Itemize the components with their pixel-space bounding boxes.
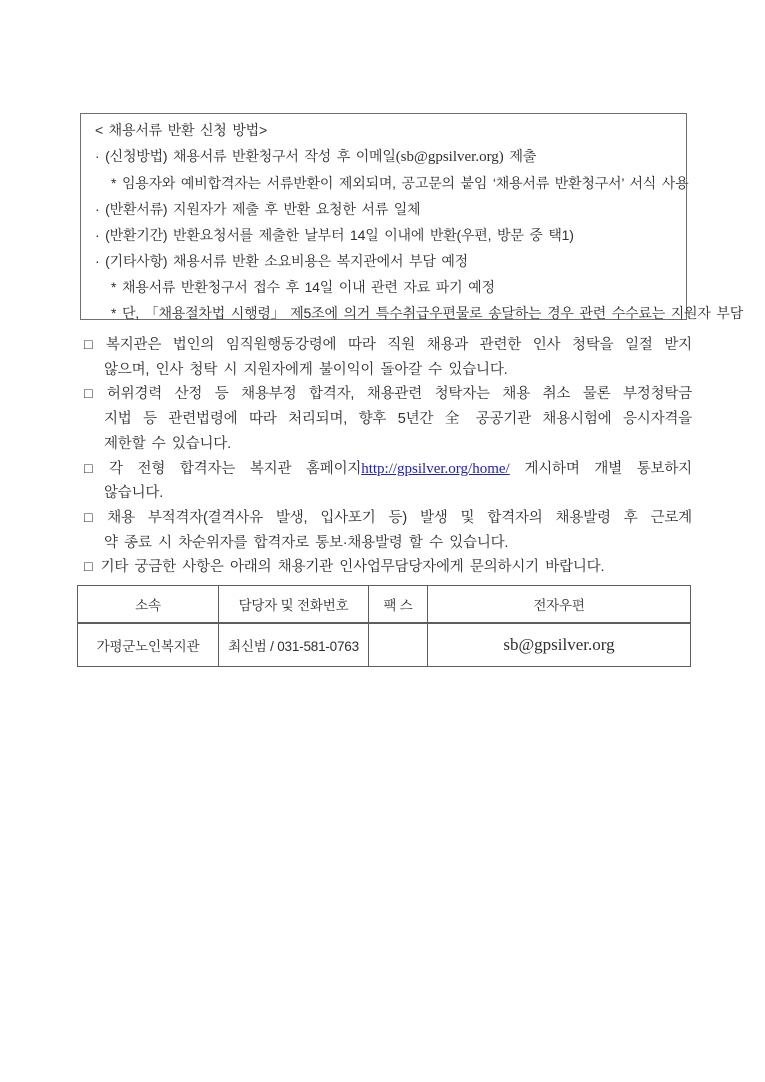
return-request-box	[80, 113, 744, 321]
box-line-return-docs: · (반환서류) 지원자가 제출 후 반환 요청한 서류 일체	[95, 201, 421, 217]
paragraph-ethics-text1: 복지관은 법인의 임직원행동강령에 따라 직원 채용과 관련한 인사 청탁을 일절 받지	[105, 337, 692, 353]
header-email: 전자우편	[428, 586, 691, 624]
checkbox-mark: □	[84, 386, 99, 403]
paragraph-inquiry-text: 기타 궁금한 사항은 아래의 채용기관 인사업무담당자에게 문의하시기 바랍니다.	[100, 559, 605, 576]
box-line1-pre: · (신청방법) 채용서류 반환청구서 작성 후 이메일	[95, 148, 396, 164]
box-line-return-period: · (반환기간) 반환요청서를 제출한 날부터 14일 이내에 반환(우편, 방문 중 택1)	[95, 227, 574, 243]
paragraph-fraud-text1: 허위경력 산정 등 채용부정 합격자, 채용관련 청탁자는 채용 취소 물론 부정청탁금	[106, 386, 692, 403]
cell-org: 가평군노인복지관	[78, 623, 219, 667]
paragraph-disqualify-text1: 채용 부적격자(결격사유 발생, 입사포기 등) 발생 및 합격자의 채용발령 후 근로계	[107, 509, 692, 526]
checkbox-mark: □	[84, 559, 93, 576]
contact-table	[77, 585, 691, 667]
cell-fax	[369, 623, 428, 667]
paragraph-inquiry-line1	[84, 555, 692, 580]
cell-contact-phone: 최신범 / 031-581-0763	[219, 623, 369, 667]
checkbox-mark: □	[84, 509, 100, 526]
box-line-apply-method	[95, 143, 686, 170]
paragraph-ethics-line1	[84, 333, 692, 358]
homepage-link[interactable]: http://gpsilver.org/home/	[361, 460, 510, 477]
box-line-fee-note: * 단, 「채용절차법 시행령」 제5조에 의거 특수취급우편물로 송달하는 경우 관련 수수료는 지원자 부담	[111, 305, 744, 321]
paragraph-announce-line1	[84, 457, 692, 482]
checkbox-mark: □	[84, 337, 98, 353]
paragraph-announce-post: 게시하며 개별 통보하지	[509, 460, 692, 477]
paragraph-fraud-line1	[84, 382, 692, 407]
cell-email: sb@gpsilver.org	[428, 623, 691, 667]
paragraph-announce-pre: 각 전형 합격자는 복지관 홈페이지	[108, 460, 362, 477]
paragraph-announce-line2: 않습니다.	[104, 485, 164, 502]
paragraph-fraud-line2: 지법 등 관련법령에 따라 처리되며, 향후 5년간 全 공공기관 채용시험에 응시자격을	[104, 411, 692, 428]
box-line-destroy-note: * 채용서류 반환청구서 접수 후 14일 이내 관련 자료 파기 예정	[111, 279, 495, 295]
paragraph-fraud-line3: 제한할 수 있습니다.	[104, 435, 231, 452]
box-line1-post: 제출	[503, 148, 537, 164]
paragraph-ethics-line2: 않으며, 인사 청탁 시 지원자에게 불이익이 돌아갈 수 있습니다.	[104, 361, 508, 378]
header-org: 소속	[78, 586, 219, 624]
header-fax: 팩 스	[369, 586, 428, 624]
paragraph-disqualify-line2: 약 종료 시 차순위자를 합격자로 통보·채용발령 할 수 있습니다.	[104, 534, 509, 551]
box-line-exclusion-note: * 임용자와 예비합격자는 서류반환이 제외되며, 공고문의 붙임 ‘채용서류 반환청구서’ 서식 사용	[111, 175, 689, 191]
box-line-other: · (기타사항) 채용서류 반환 소요비용은 복지관에서 부담 예정	[95, 253, 468, 269]
checkbox-mark: □	[84, 460, 101, 477]
contact-table-data-row	[78, 623, 691, 667]
paragraph-disqualify-line1	[84, 506, 692, 531]
email-inline: (sb@gpsilver.org)	[395, 149, 504, 165]
box-title: < 채용서류 반환 신청 방법>	[95, 122, 267, 138]
contact-table-header-row	[78, 586, 691, 624]
header-contact-phone: 담당자 및 전화번호	[219, 586, 369, 624]
notice-paragraphs	[84, 333, 692, 580]
